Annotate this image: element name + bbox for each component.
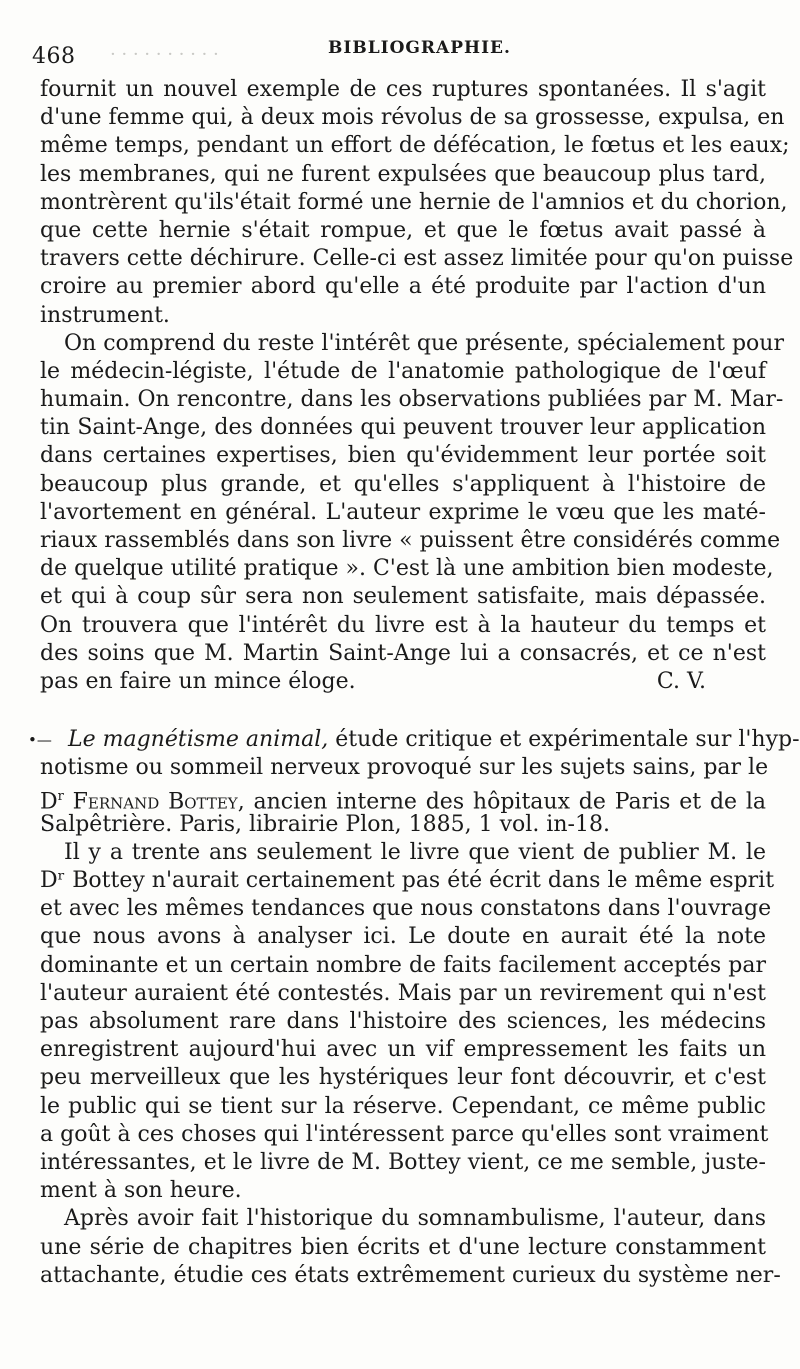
text-line-end: pas en faire un mince éloge. [40,668,356,694]
text-line: de quelque utilité pratique ». C'est là une ambition bien modeste, [40,556,774,582]
text-line: Après avoir fait l'historique du somnambulisme, l'auteur, dans [64,1206,766,1232]
reviewer-signature: C. V. [656,668,706,694]
paragraph-interest [40,330,784,696]
text-line: peu merveilleux que les hystériques leur font découvrir, et c'est [40,1065,766,1091]
paragraph-continuation [40,76,794,330]
text-line: dans certaines expertises, bien qu'évidemment leur portée soit [40,443,766,469]
paragraph-review [40,839,775,1205]
paragraph-history [40,1205,781,1290]
entry-publication-line: Salpêtrière. Paris, librairie Plon, 1885, 1 vol. in-18. [40,811,610,837]
text-line: travers cette déchirure. Celle-ci est assez limitée pour qu'on puisse [40,246,794,272]
text-line: tin Saint-Ange, des données qui peuvent trouver leur application [40,415,766,441]
entry-author-line [40,783,767,814]
entry-title-line [28,726,800,754]
text-line: On comprend du reste l'intérêt que présente, spécialement pour [64,330,784,356]
text-line: Il y a trente ans seulement le livre que vient de publier M. le [64,839,766,865]
text-line: ment à son heure. [40,1178,242,1204]
text-line: enregistrent aujourd'hui avec un vif empressement les faits un [40,1037,766,1063]
entry-line: notisme ou sommeil nerveux provoqué sur les sujets sains, par le [40,755,769,781]
text-line: croire au premier abord qu'elle a été produite par l'action d'un [40,274,766,300]
section-gap [40,696,766,726]
text-line: que cette hernie s'était rompue, et que le fœtus avait passé à [40,217,766,243]
text-line: et avec les mêmes tendances que nous constatons dans l'ouvrage [40,896,772,922]
text-line: On trouvera que l'intérêt du livre est à la hauteur du temps et [40,612,766,638]
text-line: intéressantes, et le livre de M. Bottey vient, ce me semble, juste- [40,1149,766,1175]
entry-marker-icon: •— [28,731,52,750]
text-line: même temps, pendant un effort de défécation, le fœtus et les eaux; [40,133,790,159]
book-title: Le magnétisme animal, [68,727,329,753]
text-line: que nous avons à analyser ici. Le doute en aurait été la note [40,924,766,950]
text-line: une série de chapitres bien écrits et d'une lecture constamment [40,1234,766,1260]
text-line: pas absolument rare dans l'histoire des sciences, les médecins [40,1009,766,1034]
text-line: Dʳ Bottey n'aurait certainement pas été écrit dans le même esprit [40,868,775,894]
text-line: dominante et un certain nombre de faits facilement acceptés par [40,952,766,978]
text-line: instrument. [40,302,170,328]
text-line: d'une femme qui, à deux mois révolus de sa grossesse, expulsa, en [40,105,785,131]
text-line: et qui à coup sûr sera non seulement satisfaite, mais dépassée. [40,584,766,610]
text-line: l'auteur auraient été contestés. Mais par un revirement qui n'est [40,980,766,1006]
author-title-sup: r [57,788,64,804]
text-line: humain. On rencontre, dans les observations publiées par M. Mar- [40,387,784,413]
page-body [28,76,800,1290]
text-line: le public qui se tient sur la réserve. Cependant, ce même public [40,1093,766,1119]
text-line: attachante, étudie ces états extrêmement curieux du système ner- [40,1262,781,1288]
entry-text: étude critique et expérimentale sur l'hyp- [335,727,800,753]
running-head: BIBLIOGRAPHIE. [328,38,511,58]
text-line: a goût à ces choses qui l'intéressent parce qu'elles sont vraiment [40,1121,769,1147]
author-title-prefix: D [40,788,58,814]
text-line: les membranes, qui ne furent expulsées que beaucoup plus tard, [40,161,766,187]
page-number: 468 [32,44,76,69]
text-line: beaucoup plus grande, et qu'elles s'appliquent à l'histoire de [40,471,766,497]
text-line-signed [40,668,766,696]
bibliography-entry [28,726,800,839]
text-line: montrèrent qu'ils'était formé une hernie de l'amnios et du chorion, [40,189,788,215]
entry-text: ancien interne des hôpitaux de Paris et de la [253,788,767,814]
text-line: riaux rassemblés dans son livre « puissent être considérés comme [40,528,781,553]
text-line: l'avortement en général. L'auteur exprime le vœu que les maté- [40,499,766,525]
text-line: fournit un nouvel exemple de ces ruptures spontanées. Il s'agit [40,77,766,102]
text-line: des soins que M. Martin Saint-Ange lui a consacrés, et ce n'est [40,640,766,666]
bleed-through-decoration: · · · · · · · · · · [110,44,219,65]
page-header [32,34,767,69]
text-line: le médecin-légiste, l'étude de l'anatomie pathologique de l'œuf [40,358,766,384]
book-author: Fernand Bottey, [72,788,245,814]
